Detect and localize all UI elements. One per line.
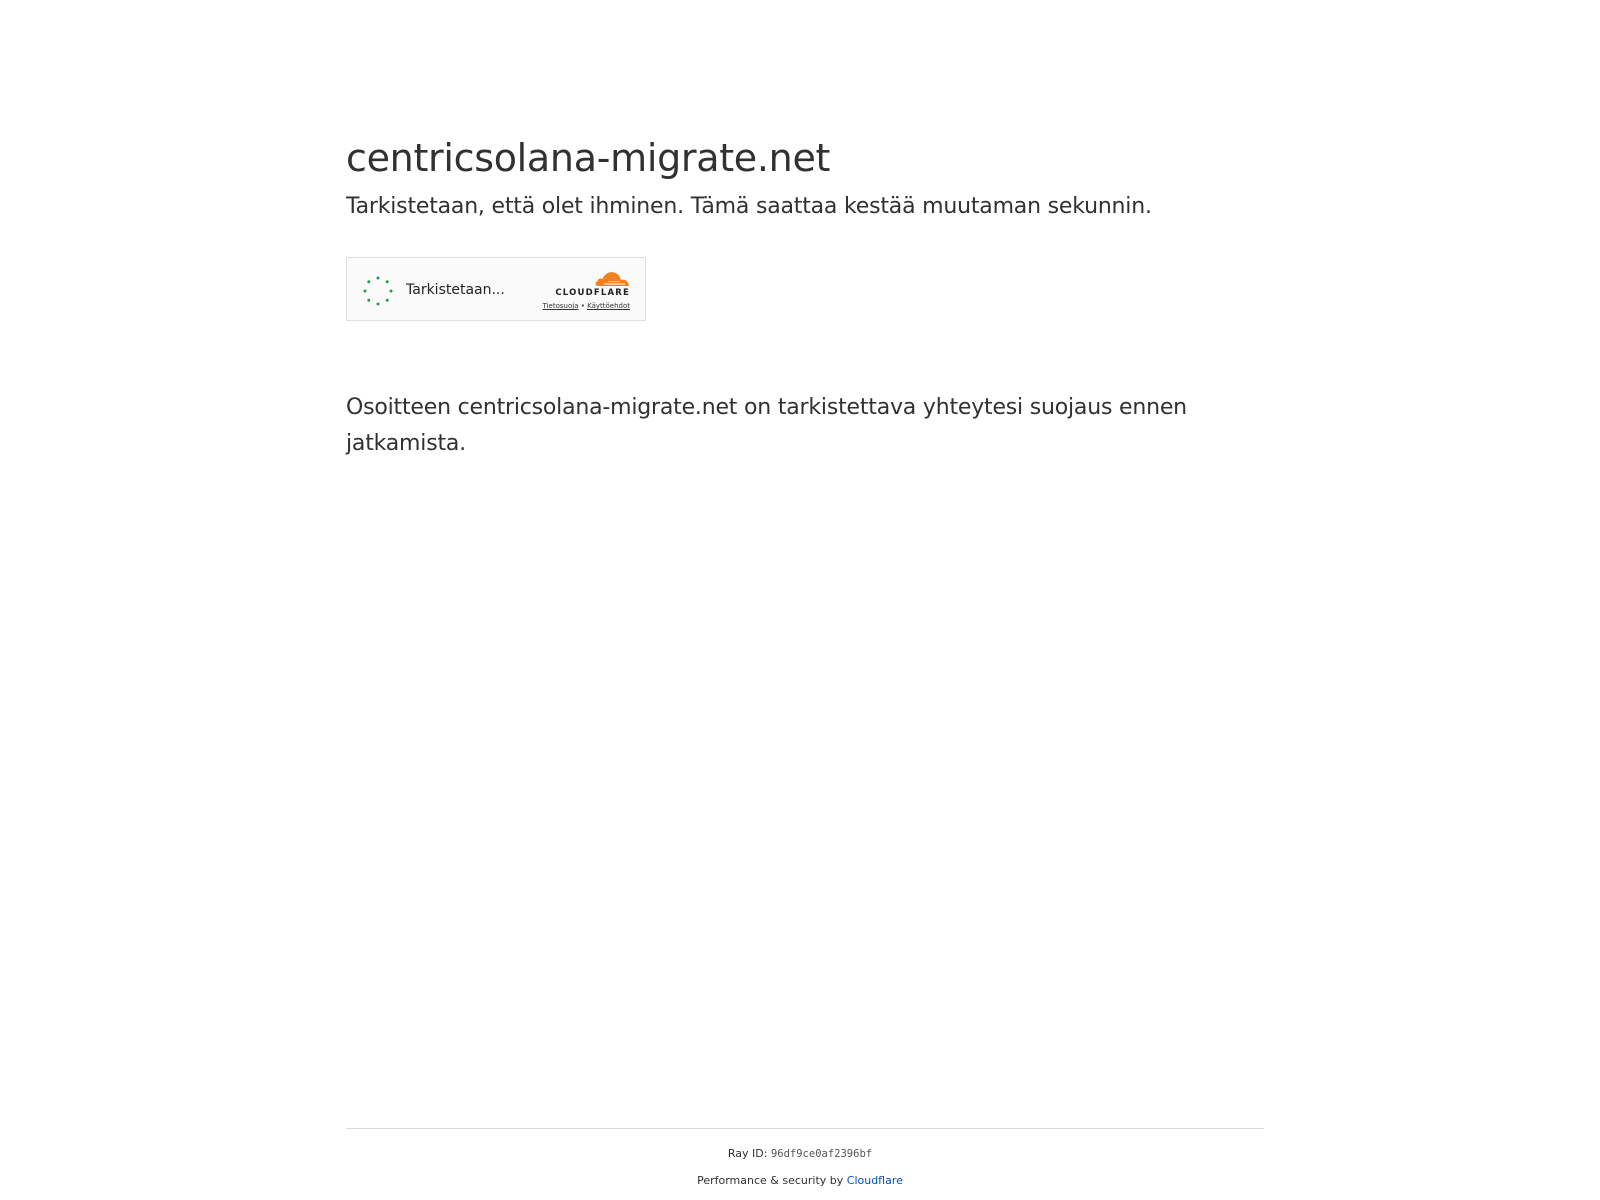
terms-link[interactable]: Käyttöehdot <box>587 302 630 310</box>
cloudflare-cloud-icon <box>594 269 630 287</box>
cloudflare-wordmark: CLOUDFLARE <box>555 288 630 298</box>
loading-spinner-icon <box>362 275 394 307</box>
link-separator: • <box>580 302 585 310</box>
widget-links <box>530 301 630 311</box>
page-title: centricsolana-migrate.net <box>346 136 831 180</box>
page-subtitle: Tarkistetaan, että olet ihminen. Tämä saattaa kestää muutaman sekunnin. <box>346 194 1152 219</box>
security-check-description: Osoitteen centricsolana-migrate.net on tarkistettava yhteytesi suojaus ennen jatkamista. <box>346 395 1187 456</box>
privacy-link[interactable]: Tietosuoja <box>542 302 579 310</box>
cloudflare-branding <box>530 269 630 311</box>
footer-divider <box>346 1128 1264 1129</box>
ray-id-value: 96df9ce0af2396bf <box>770 1148 873 1160</box>
performance-label: Performance & security by <box>697 1174 844 1187</box>
captcha-widget[interactable] <box>346 257 646 321</box>
performance-row <box>0 1173 1600 1189</box>
cloudflare-link[interactable]: Cloudflare <box>846 1174 903 1187</box>
verification-status-label: Tarkistetaan... <box>406 282 505 298</box>
ray-id-label: Ray ID: <box>727 1147 768 1160</box>
ray-id-row <box>0 1146 1600 1162</box>
